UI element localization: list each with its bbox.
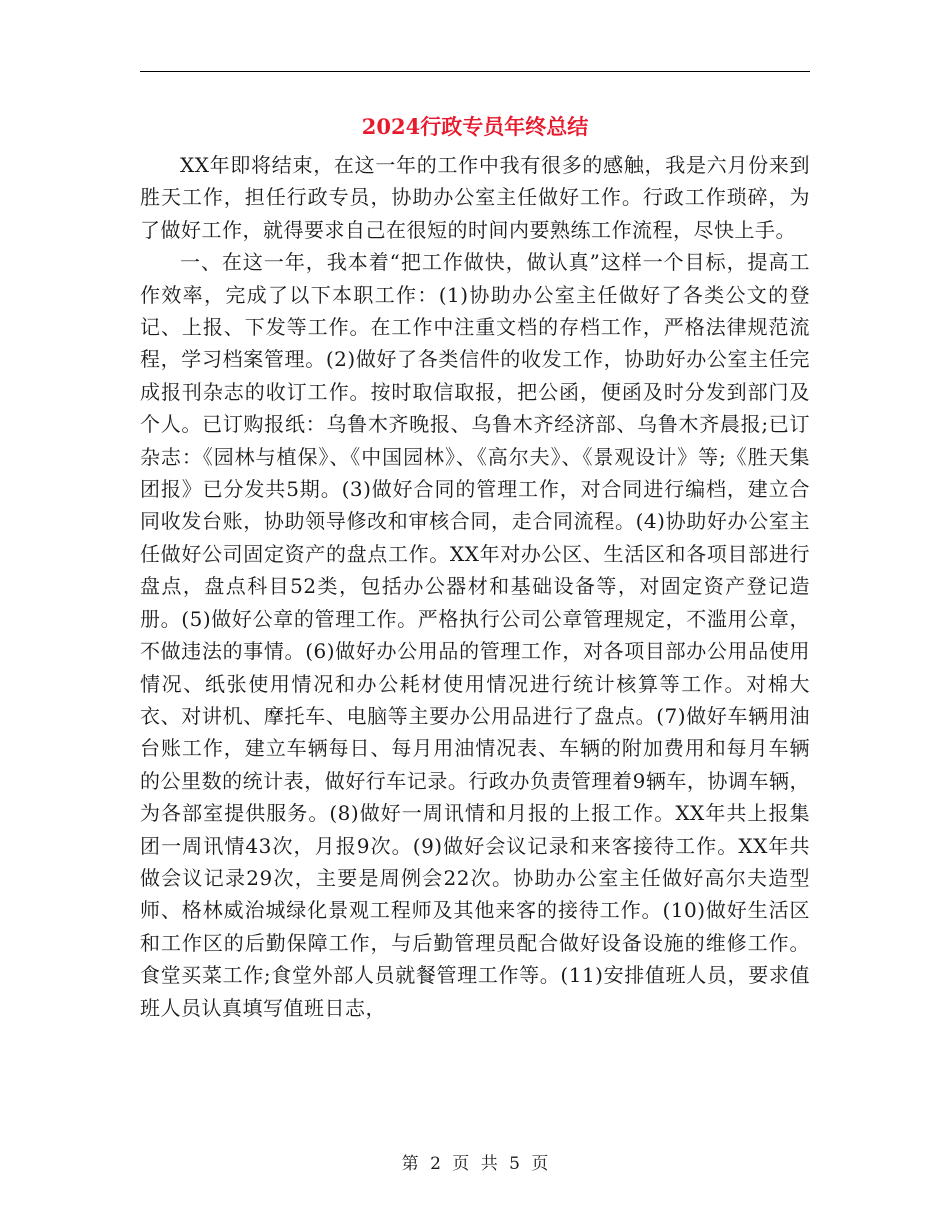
document-body [140,149,810,1024]
section-one-paragraph: 一、在这一年，我本着“把工作做快，做认真”这样一个目标，提高工作效率，完成了以下本职工作：(1)协助办公室主任做好了各类公文的登记、上报、下发等工作。在工作中注重文档的存档工作，严格法律规范流程，学习档案管理。(2)做好了各类信件的收发工作，协助好办公室主任完成报刊杂志的收订工作。按时取信取报，把公函，便函及时分发到部门及个人。已订购报纸：乌鲁木齐晚报、乌鲁木齐经济部、乌鲁木齐晨报;已订杂志：《园林与植保》、《中国园林》、《高尔夫》、《景观设计》等;《胜天集团报》已分发共5期。(3)做好合同的管理工作，对合同进行编档，建立合同收发台账，协助领导修改和审核合同，走合同流程。(4)协助好办公室主任做好公司固定资产的盘点工作。XX年对办公区、生活区和各项目部进行盘点，盘点科目52类，包括办公器材和基础设备等，对固定资产登记造册。(5)做好公章的管理工作。严格执行公司公章管理规定，不滥用公章，不做违法的事情。(6)做好办公用品的管理工作，对各项目部办公用品使用情况、纸张使用情况和办公耗材使用情况进行统计核算等工作。对棉大衣、对讲机、摩托车、电脑等主要办公用品进行了盘点。(7)做好车辆用油台账工作，建立车辆每日、每月用油情况表、车辆的附加费用和每月车辆的公里数的统计表，做好行车记录。行政办负责管理着9辆车，协调车辆，为各部室提供服务。(8)做好一周讯情和月报的上报工作。XX年共上报集团一周讯情43次，月报9次。(9)做好会议记录和来客接待工作。XX年共做会议记录29次，主要是周例会22次。协助办公室主任做好高尔夫造型师、格林威治城绿化景观工程师及其他来客的接待工作。(10)做好生活区和工作区的后勤保障工作，与后勤管理员配合做好设备设施的维修工作。食堂买菜工作;食堂外部人员就餐管理工作等。(11)安排值班人员，要求值班人员认真填写值班日志， [140,250,810,1020]
intro-paragraph: XX年即将结束，在这一年的工作中我有很多的感触，我是六月份来到胜天工作，担任行政专员，协助办公室主任做好工作。行政工作琐碎，为了做好工作，就得要求自己在很短的时间内要熟练工作流程，尽快上手。 [140,153,810,242]
document-title: 2024行政专员年终总结 [361,114,589,139]
page-number: 第 2 页 共 5 页 [401,1154,549,1174]
header-rule [140,71,810,72]
